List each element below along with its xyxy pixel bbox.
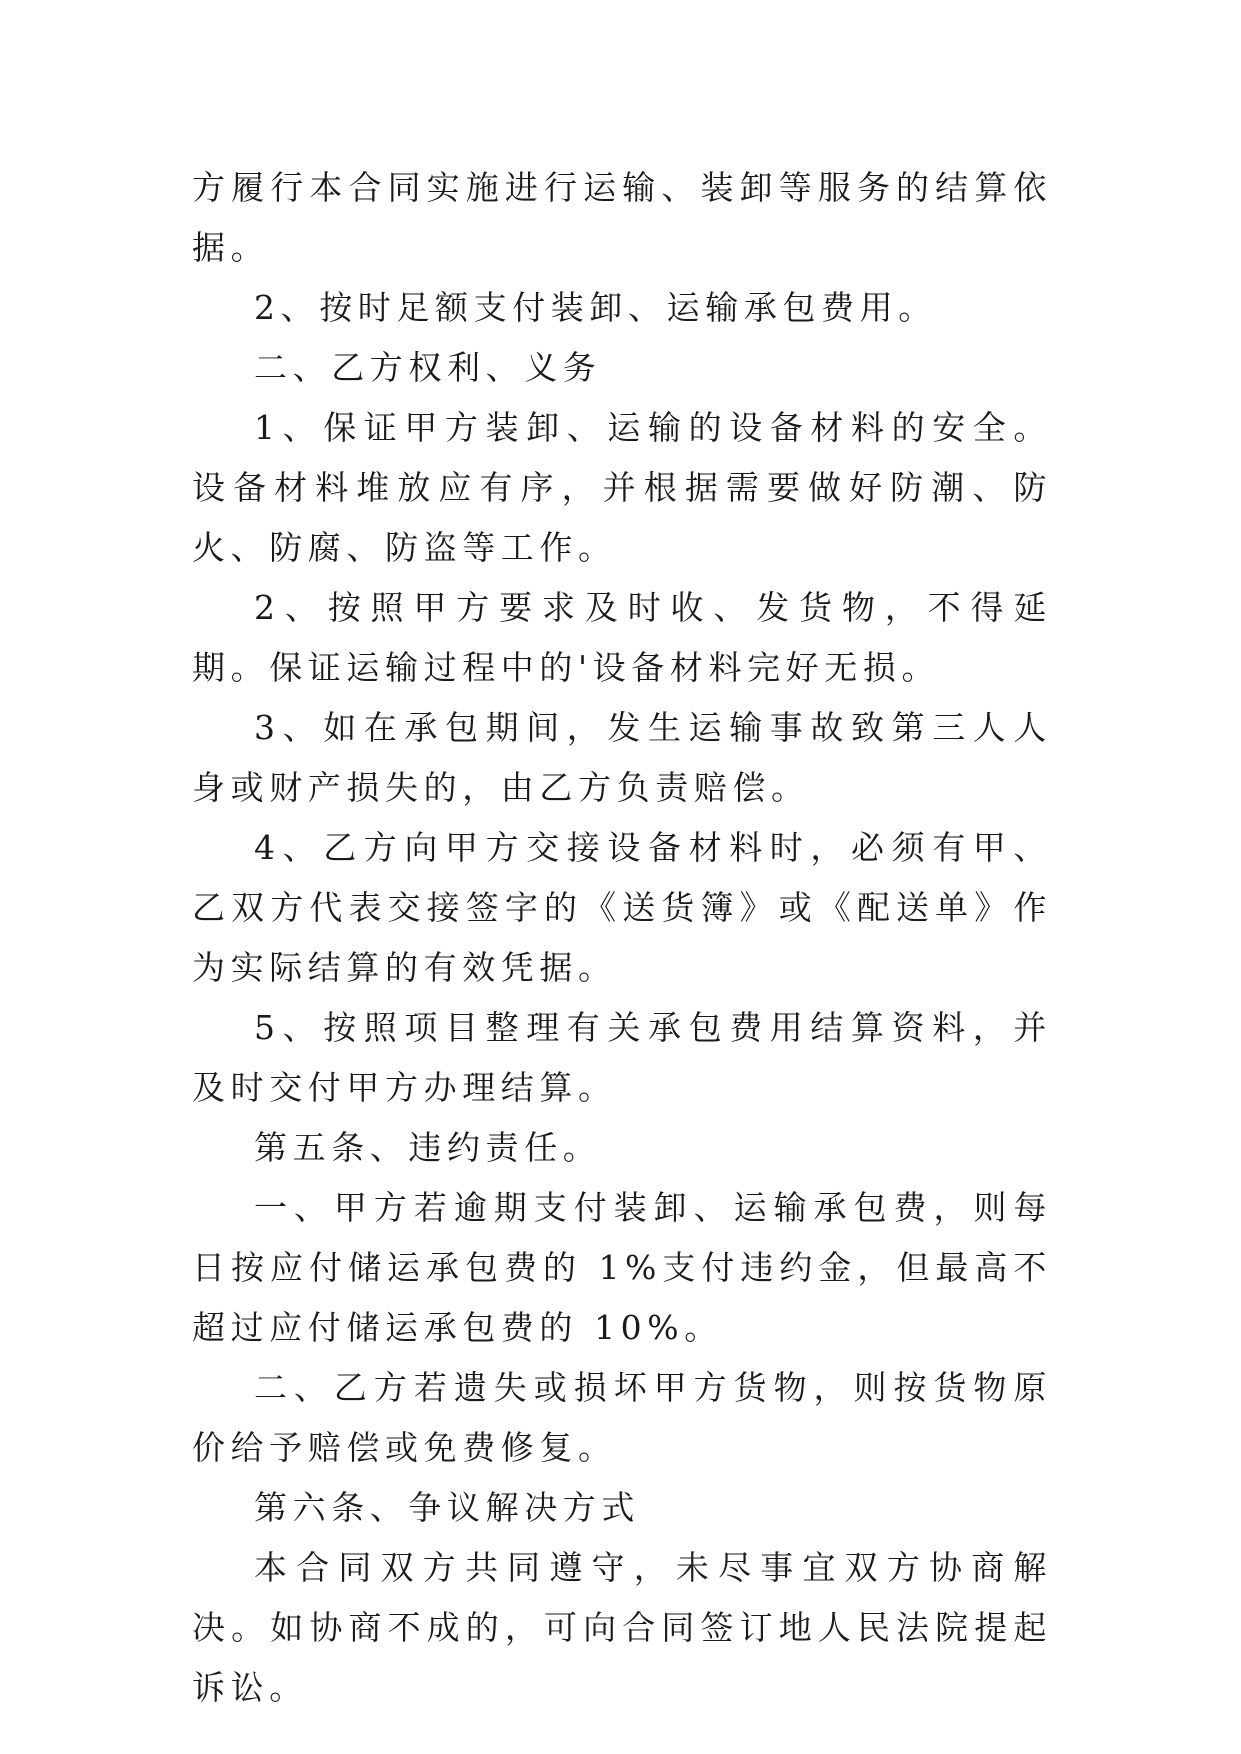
paragraph-party-b-item-4: 4、乙方向甲方交接设备材料时，必须有甲、乙双方代表交接签字的《送货簿》或《配送单》作为实际结算的有效凭据。 xyxy=(192,828,1052,987)
paragraph-party-b-item-3: 3、如在承包期间，发生运输事故致第三人人身或财产损失的，由乙方负责赔偿。 xyxy=(192,708,1052,807)
document-page xyxy=(192,158,1052,1718)
article-heading-dispute-resolution: 第六条、争议解决方式 xyxy=(254,1488,640,1527)
article-heading-breach-liability: 第五条、违约责任。 xyxy=(254,1128,602,1167)
paragraph-dispute-resolution: 本合同双方共同遵守，未尽事宜双方协商解决。如协商不成的，可向合同签订地人民法院提起诉讼。 xyxy=(192,1548,1052,1707)
paragraph-breach-item-1: 一、甲方若逾期支付装卸、运输承包费，则每日按应付储运承包费的 1%支付违约金，但最高不超过应付储运承包费的 10%。 xyxy=(192,1188,1052,1347)
paragraph-party-b-item-5: 5、按照项目整理有关承包费用结算资料，并及时交付甲方办理结算。 xyxy=(192,1008,1052,1107)
paragraph-payment-item-2: 2、按时足额支付装卸、运输承包费用。 xyxy=(254,288,937,327)
paragraph-party-b-item-2: 2、按照甲方要求及时收、发货物，不得延期。保证运输过程中的'设备材料完好无损。 xyxy=(192,588,1052,687)
paragraph-party-b-item-1: 1、保证甲方装卸、运输的设备材料的安全。设备材料堆放应有序，并根据需要做好防潮、防火、防腐、防盗等工作。 xyxy=(192,408,1052,567)
paragraph-breach-item-2: 二、乙方若遗失或损坏甲方货物，则按货物原价给予赔偿或免费修复。 xyxy=(192,1368,1052,1467)
section-heading-party-b-rights: 二、乙方权利、义务 xyxy=(254,348,602,387)
paragraph-continuation: 方履行本合同实施进行运输、装卸等服务的结算依据。 xyxy=(192,168,1052,267)
